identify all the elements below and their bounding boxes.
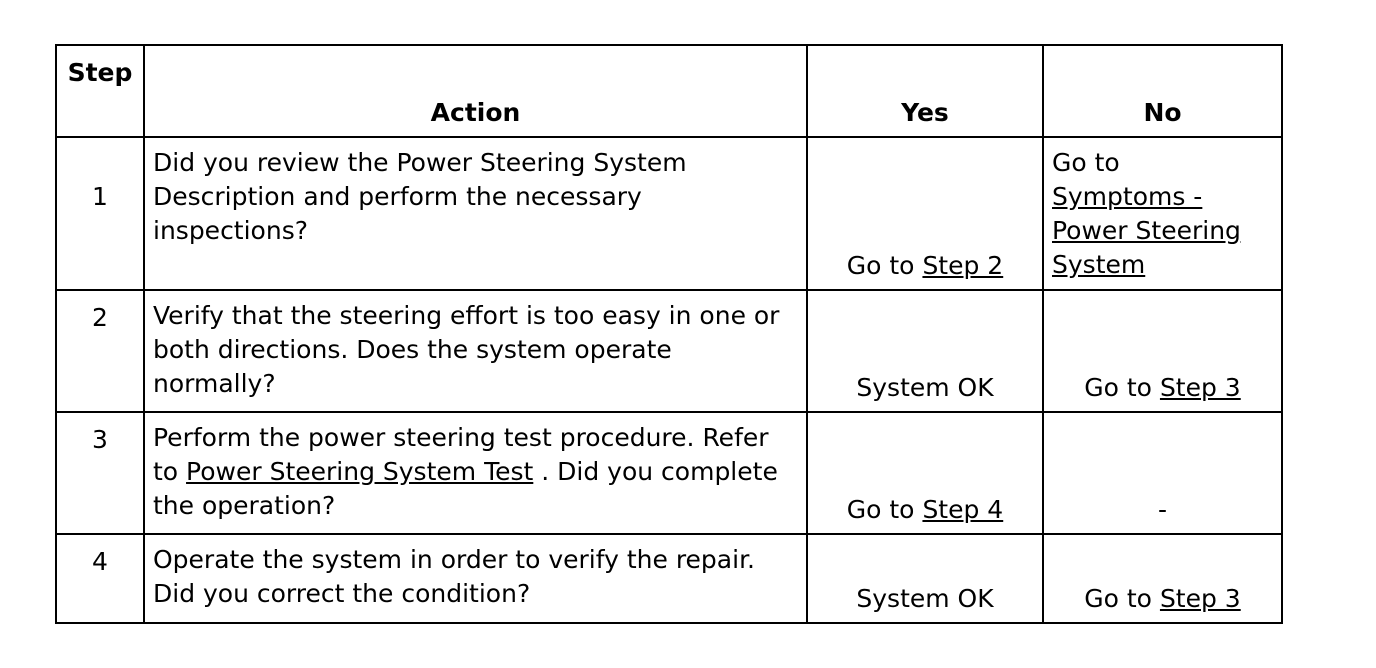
no-cell <box>1043 137 1282 290</box>
symptoms-power-steering-link[interactable]: Symptoms - Power Steering System <box>1052 182 1241 279</box>
action-text: Did you review the Power Steering System Description and perform the necessary inspections? <box>144 137 807 290</box>
action-prefix: Perform the power steering test procedure. Refer to <box>153 423 769 486</box>
yes-prefix: Go to <box>846 495 923 524</box>
action-suffix: . Did you complete the operation? <box>153 457 778 520</box>
header-step: Step <box>56 45 144 137</box>
action-text <box>144 412 807 534</box>
yes-cell: System OK <box>807 290 1043 412</box>
power-steering-system-test-link[interactable]: Power Steering System Test <box>186 457 534 486</box>
step-number: 4 <box>56 534 144 623</box>
step-number: 3 <box>56 412 144 534</box>
action-text: Operate the system in order to verify the repair. Did you correct the condition? <box>144 534 807 623</box>
no-cell <box>1043 534 1282 623</box>
step-4-link[interactable]: Step 4 <box>922 495 1004 524</box>
no-prefix: Go to <box>1084 373 1160 402</box>
yes-cell: System OK <box>807 534 1043 623</box>
no-cell: - <box>1043 412 1282 534</box>
table-header-row <box>56 45 1282 137</box>
table-row <box>56 534 1282 623</box>
table-row <box>56 412 1282 534</box>
header-yes: Yes <box>807 45 1043 137</box>
diagnostic-table <box>55 44 1283 624</box>
yes-cell <box>807 412 1043 534</box>
no-cell <box>1043 290 1282 412</box>
header-action: Action <box>144 45 807 137</box>
yes-prefix: Go to <box>846 251 923 280</box>
no-prefix: Go to <box>1084 584 1160 613</box>
action-text: Verify that the steering effort is too easy in one or both directions. Does the system operate normally? <box>144 290 807 412</box>
step-3-link[interactable]: Step 3 <box>1159 373 1241 402</box>
table-row <box>56 137 1282 290</box>
step-number: 2 <box>56 290 144 412</box>
table-row <box>56 290 1282 412</box>
yes-cell <box>807 137 1043 290</box>
header-no: No <box>1043 45 1282 137</box>
step-2-link[interactable]: Step 2 <box>922 251 1004 280</box>
step-number: 1 <box>56 137 144 290</box>
step-3-link[interactable]: Step 3 <box>1159 584 1241 613</box>
no-prefix: Go to <box>1052 148 1120 177</box>
